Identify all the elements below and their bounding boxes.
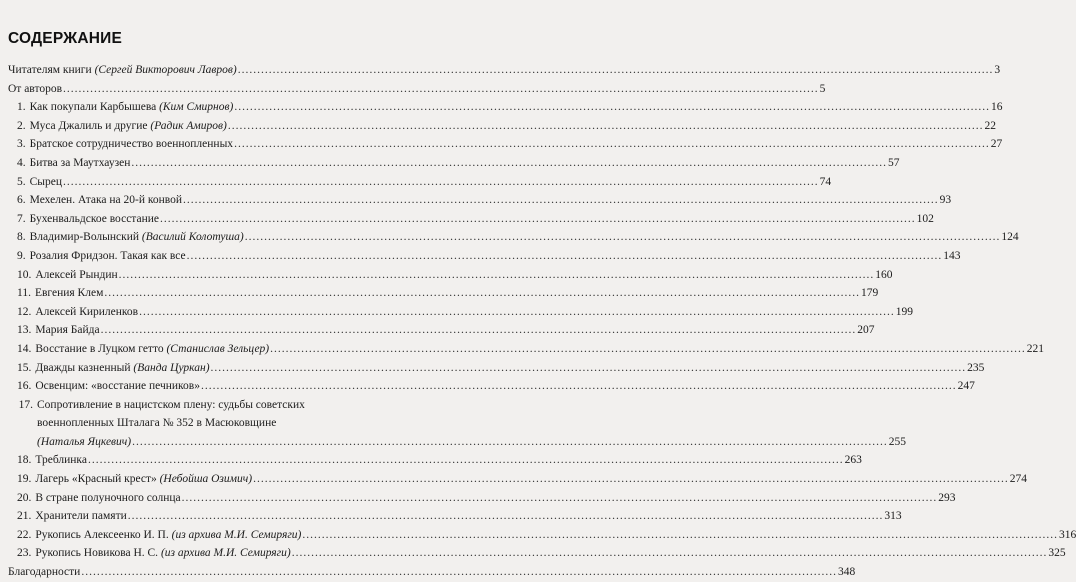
dot-leader [228, 117, 984, 136]
toc-entry-title-text: Владимир-Волынский [29, 231, 140, 244]
toc-entry-page: 207 [857, 324, 875, 337]
toc-entry[interactable] [8, 340, 1044, 359]
toc-entry-page: 348 [837, 566, 856, 579]
dot-leader [182, 489, 938, 508]
toc-entry-title [35, 377, 200, 396]
dot-leader [253, 470, 1009, 489]
toc-entry-title-text: Дважды казненный [35, 361, 131, 374]
toc-entry[interactable] [8, 80, 826, 99]
toc-entry-title-text: Алексей Кириленков [35, 305, 139, 318]
toc-entry-page: 160 [875, 268, 893, 281]
toc-entry-title [30, 210, 159, 229]
dot-leader [131, 154, 887, 173]
toc-entry[interactable] [8, 117, 996, 136]
toc-entry[interactable] [8, 526, 1076, 545]
toc-entry-number: 5. [17, 175, 26, 188]
toc-entry-number: 10. [17, 268, 32, 281]
toc-entry-title [35, 544, 290, 563]
toc-entry-title-text: Битва за Маутхаузен [29, 156, 131, 169]
toc-entry-page: 316 [1059, 528, 1076, 541]
toc-entry-page: 22 [984, 119, 996, 132]
toc-entry-title-text: Рукопись Алексеенко И. П. [35, 528, 169, 541]
dot-leader [238, 61, 994, 80]
toc-entry-page: 179 [860, 287, 879, 300]
dot-leader [183, 191, 939, 210]
toc-entry-number: 12. [17, 305, 32, 318]
toc-entry[interactable] [8, 284, 879, 303]
toc-entry-page: 263 [844, 454, 862, 467]
toc-entry-title-text: Розалия Фридзон. Такая как все [29, 249, 186, 262]
toc-entry[interactable] [8, 210, 934, 229]
toc-entry-author: (Сергей Викторович Лавров) [94, 64, 237, 76]
toc-entry-page: 74 [819, 175, 832, 188]
toc-entry[interactable] [8, 173, 832, 192]
toc-entry-author: (Ванда Цуркан) [133, 361, 210, 374]
toc-entry-title-text: Восстание в Луцком гетто [35, 342, 164, 355]
dot-leader [63, 173, 819, 192]
toc-entry-number: 4. [17, 156, 26, 169]
toc-entry-number: 8. [17, 231, 26, 244]
toc-entry-title-line-2: военнопленных Шталага № 352 в Масюковщине [37, 417, 277, 430]
toc-entry-page: 143 [943, 249, 961, 262]
toc-entry[interactable] [8, 544, 1066, 563]
toc-entry-title [8, 80, 62, 99]
toc-entry[interactable] [8, 451, 862, 470]
toc-entry-page: 57 [888, 156, 900, 169]
dot-leader [187, 247, 943, 266]
toc-entry-number: 2. [17, 119, 26, 132]
toc-entry-title-text: Сырец [29, 175, 63, 188]
toc-entry-title [35, 489, 180, 508]
toc-entry[interactable] [8, 98, 1003, 117]
toc-entry[interactable] [8, 359, 985, 378]
toc-entry-number: 9. [17, 249, 26, 262]
dot-leader [63, 80, 819, 99]
toc-entry-page: 124 [1001, 231, 1019, 244]
dot-leader [132, 433, 888, 452]
dot-leader [119, 266, 875, 285]
toc-entry-title-text: Рукопись Новикова Н. С. [35, 547, 159, 560]
toc-entry-author: (Небойша Озимич) [159, 473, 253, 486]
toc-entry-page: 293 [938, 491, 956, 504]
toc-entry-title [35, 284, 103, 303]
toc-entry-17[interactable] [8, 396, 906, 452]
toc-entry-number: 11. [17, 287, 31, 300]
toc-entry-title [8, 563, 80, 582]
toc-entry-number: 1. [17, 101, 26, 114]
toc-entry-title [35, 526, 301, 545]
toc-entry-title [30, 98, 234, 117]
toc-entry-title [35, 507, 126, 526]
toc-entry-title [35, 451, 87, 470]
toc-entry-page: 221 [1026, 342, 1044, 355]
toc-entry-number: 13. [17, 324, 32, 337]
toc-entry[interactable] [8, 247, 961, 266]
toc-entry-title-text: Читателям книги [8, 64, 92, 76]
dot-leader [160, 210, 916, 229]
dot-leader [234, 135, 990, 154]
toc-entry[interactable] [8, 266, 893, 285]
toc-entry[interactable] [8, 489, 956, 508]
toc-entry-title-text: Как покупали Карбышева [29, 101, 157, 114]
toc-entry-title [35, 303, 138, 322]
toc-entry-page: 27 [990, 138, 1003, 151]
toc-entry[interactable] [8, 321, 875, 340]
toc-entry[interactable] [8, 507, 902, 526]
toc-entry-title-text: Алексей Рындин [35, 268, 118, 281]
toc-entry-page: 274 [1009, 473, 1027, 486]
toc-entry-title-text: Мехелен. Атака на 20-й конвой [29, 194, 183, 207]
table-of-contents [8, 61, 1076, 582]
toc-entry[interactable] [8, 228, 1019, 247]
toc-entry-title [30, 154, 131, 173]
toc-entry-author: (Станислав Зельцер) [166, 342, 270, 355]
dot-leader [201, 377, 957, 396]
toc-entry-title [30, 135, 233, 154]
toc-entry-author: (Ким Смирнов) [159, 101, 234, 114]
toc-entry-title-line-1: Сопротивление в нацистском плену: судьбы советских [37, 398, 305, 411]
toc-entry-title-text: В стране полуночного солнца [35, 491, 181, 504]
toc-entry[interactable] [8, 377, 975, 396]
toc-entry-number: 19. [17, 473, 32, 486]
toc-list-part-1 [8, 61, 1044, 396]
toc-entry-title-text: Мария Байда [35, 324, 100, 337]
toc-entry-page: 255 [888, 435, 906, 448]
toc-entry-title [35, 359, 209, 378]
toc-entry-title [30, 173, 62, 192]
toc-entry-page: 247 [957, 380, 975, 393]
toc-entry-page: 3 [994, 64, 1001, 76]
toc-entry-title-text: Лагерь «Красный крест» [35, 473, 157, 486]
toc-entry-page: 235 [967, 361, 985, 374]
toc-entry-title [35, 340, 269, 359]
toc-entry-author: (Наталья Яцкевич) [37, 435, 132, 448]
toc-entry-number: 14. [17, 342, 32, 355]
toc-entry[interactable] [8, 563, 856, 582]
toc-entry[interactable] [8, 470, 1027, 489]
toc-entry-title-text: Муса Джалиль и другие [29, 119, 148, 132]
toc-entry-page: 199 [895, 305, 913, 318]
toc-entry-title-text: Треблинка [35, 454, 87, 467]
toc-entry-number: 23. [17, 547, 32, 560]
toc-entry-title-text: Евгения Клем [34, 287, 104, 300]
toc-entry-page: 16 [990, 101, 1003, 114]
dot-leader [88, 451, 844, 470]
toc-entry[interactable] [8, 154, 900, 173]
toc-entry-page: 93 [939, 194, 952, 207]
toc-entry-author: (из архива М.И. Семиряги) [171, 528, 302, 541]
toc-entry-page: 102 [916, 212, 934, 225]
dot-leader [104, 284, 860, 303]
toc-entry-number: 21. [17, 510, 32, 523]
toc-entry-title-text: От авторов [8, 82, 63, 95]
toc-entry-number: 20. [17, 491, 32, 504]
dot-leader [101, 321, 857, 340]
toc-entry-author: (Василий Колотуша) [141, 231, 244, 244]
toc-entry-title [30, 228, 244, 247]
toc-entry-title [30, 191, 182, 210]
toc-entry-number: 22. [17, 528, 32, 541]
dot-leader [81, 563, 837, 582]
toc-entry-title-text: Братское сотрудничество военнопленных [29, 138, 234, 151]
toc-entry-number: 15. [17, 361, 32, 374]
toc-entry-title [35, 266, 117, 285]
toc-entry-title-text: Освенцим: «восстание печников» [35, 380, 200, 393]
dot-leader [211, 359, 967, 378]
toc-entry[interactable] [8, 61, 1001, 80]
toc-entry-number: 7. [17, 212, 26, 225]
dot-leader [234, 98, 990, 117]
dot-leader [128, 507, 884, 526]
toc-entry-number: 6. [17, 194, 26, 207]
toc-entry-number: 3. [17, 138, 26, 151]
toc-entry-page: 313 [884, 510, 902, 523]
toc-entry-title-text: Хранители памяти [35, 510, 127, 523]
toc-entry-number: 18. [17, 454, 32, 467]
toc-entry-title-text: Бухенвальдское восстание [29, 212, 159, 225]
toc-entry-author: (Радик Амиров) [150, 119, 227, 132]
toc-entry-page: 325 [1048, 547, 1066, 560]
toc-entry-title [30, 117, 227, 136]
dot-leader [302, 526, 1058, 545]
toc-entry[interactable] [8, 303, 913, 322]
toc-entry-title [35, 470, 252, 489]
dot-leader [245, 228, 1001, 247]
dot-leader [270, 340, 1026, 359]
dot-leader [139, 303, 895, 322]
toc-entry[interactable] [8, 135, 1003, 154]
toc-entry-title-text: Благодарности [8, 566, 81, 579]
page-title: СОДЕРЖАНИЕ [8, 30, 123, 47]
dot-leader [292, 544, 1048, 563]
toc-entry-number: 16. [17, 380, 32, 393]
toc-entry-page: 5 [819, 82, 826, 95]
toc-list-part-2 [8, 451, 1076, 581]
toc-entry-number: 17. [18, 398, 33, 411]
toc-entry-title [35, 321, 99, 340]
toc-entry-title [8, 61, 237, 80]
toc-entry-title [30, 247, 186, 266]
toc-entry[interactable] [8, 191, 952, 210]
toc-entry-author: (из архива М.И. Семиряги) [160, 547, 291, 560]
